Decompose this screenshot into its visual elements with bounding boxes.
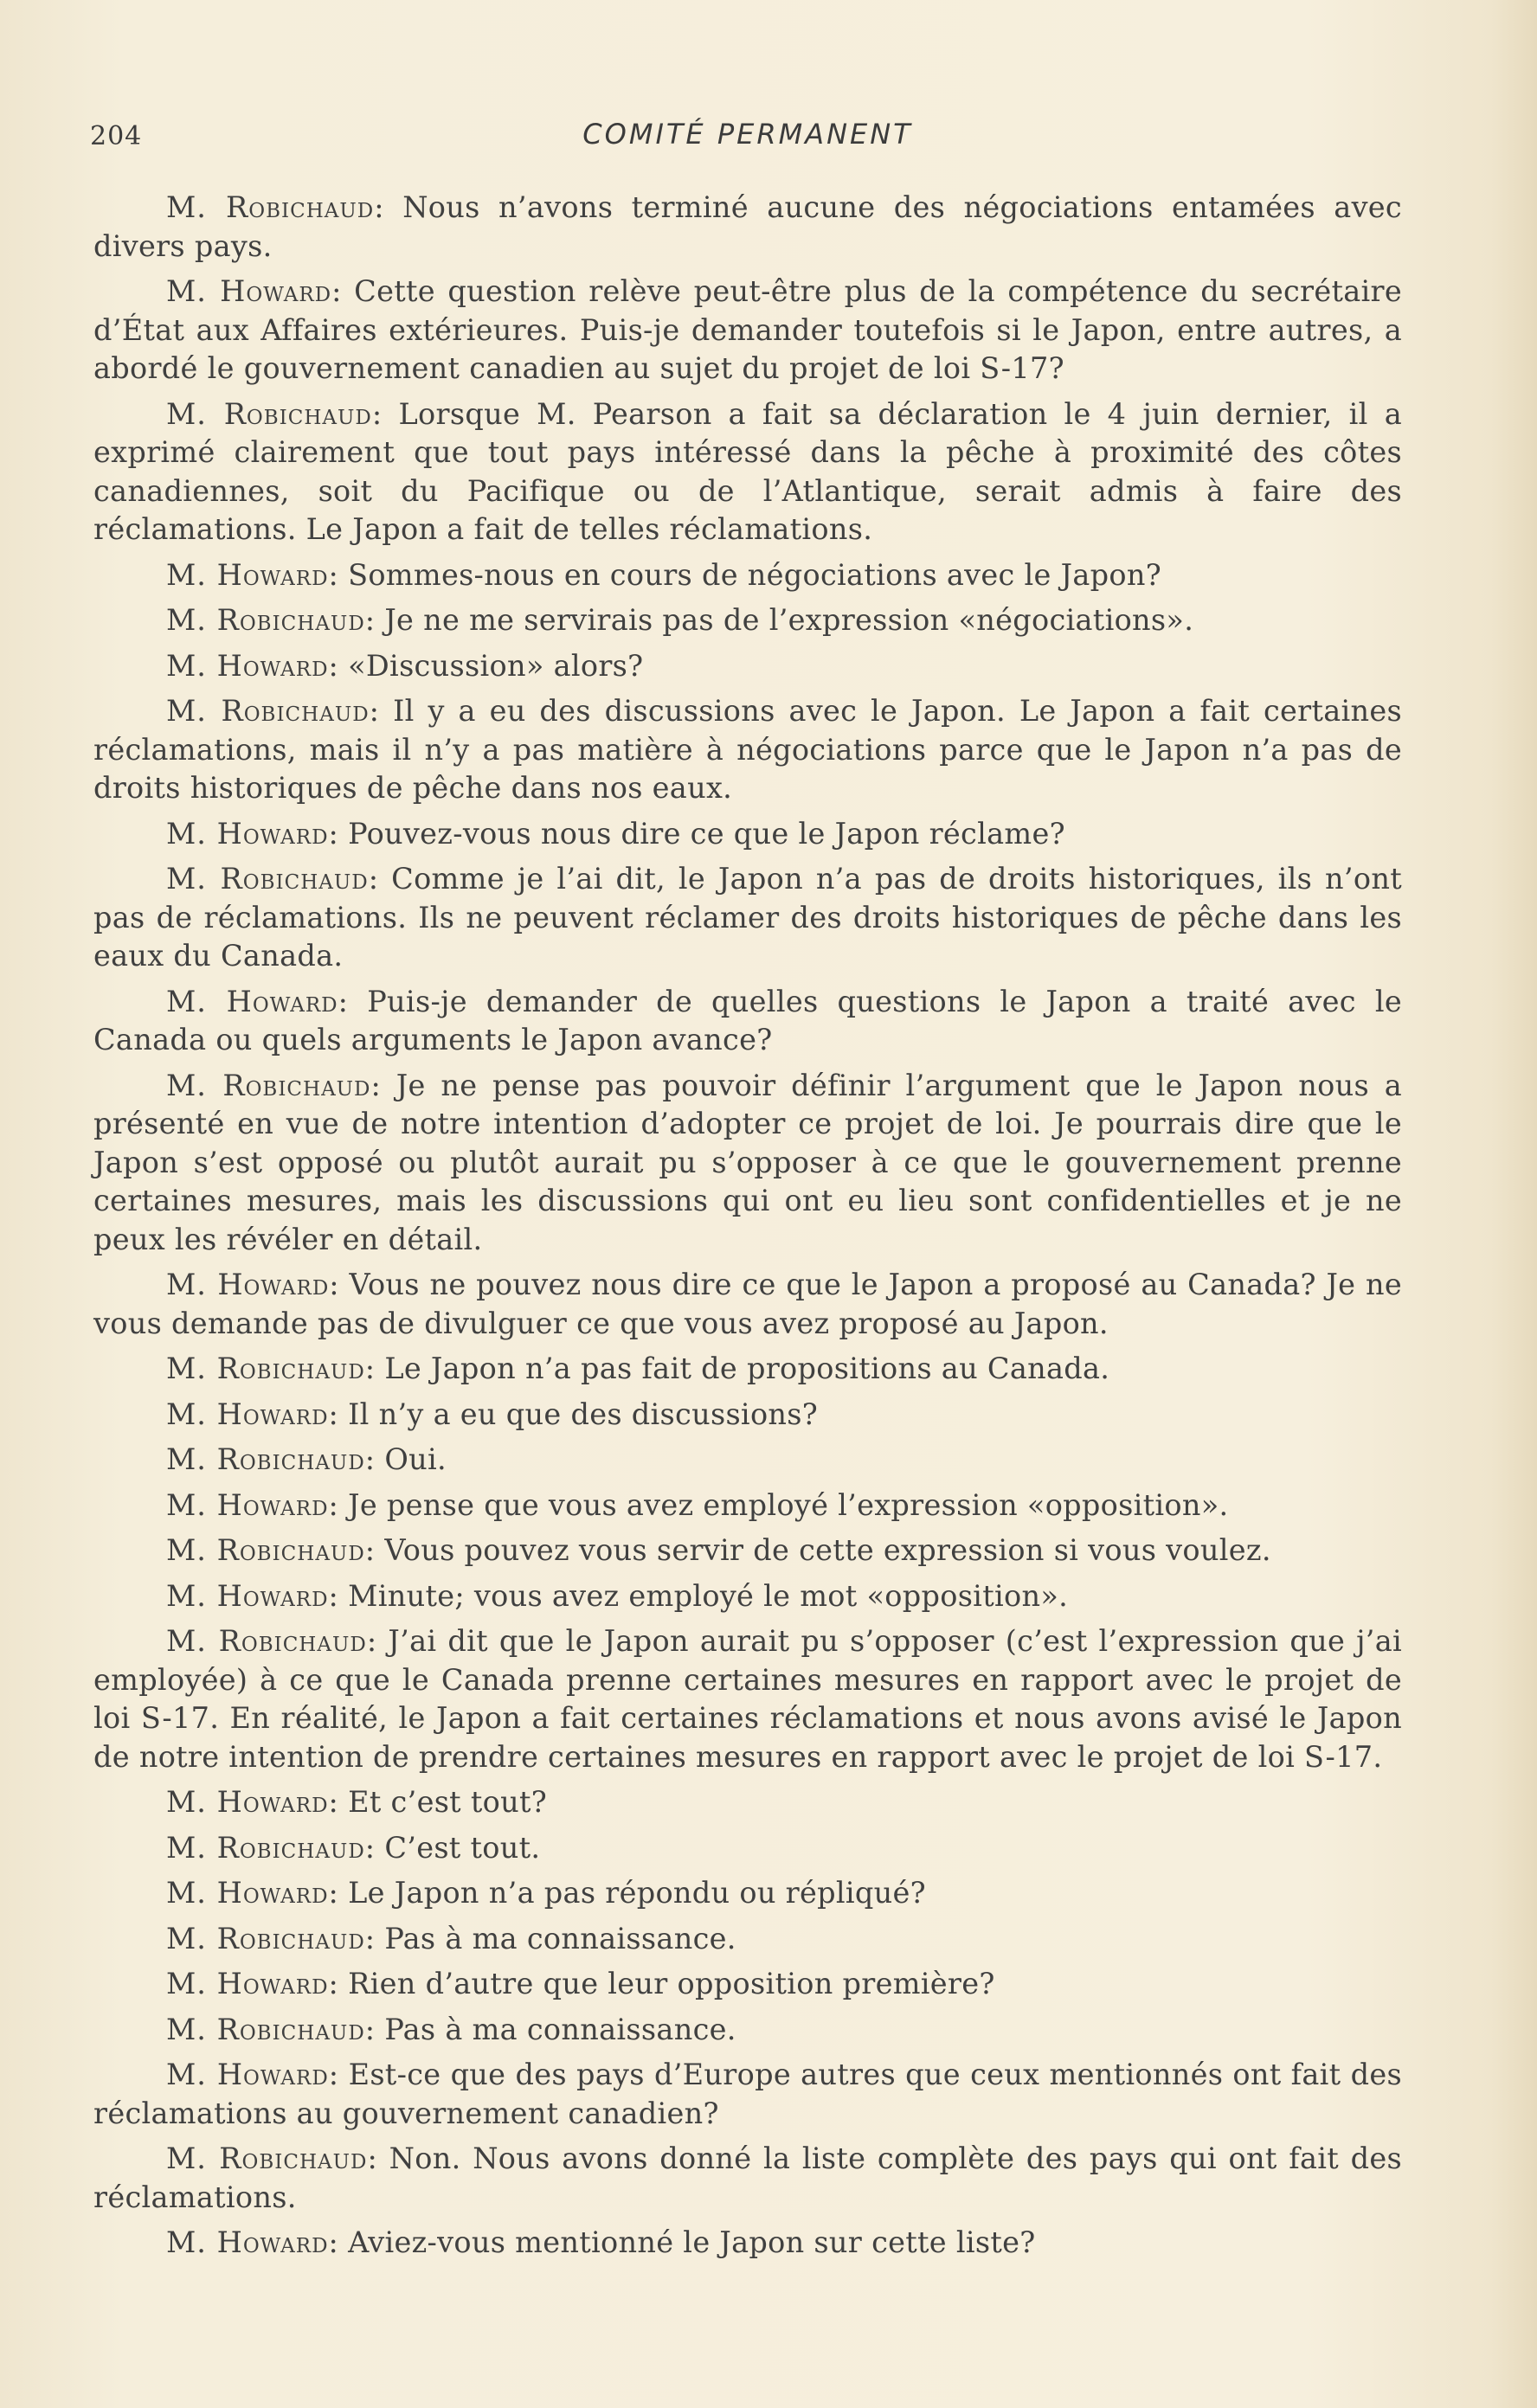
- transcript-paragraph: M. Howard: Il n’y a eu que des discussions?: [166, 1397, 819, 1431]
- transcript-body: [93, 189, 1402, 2270]
- speech-text: Est-ce que des pays d’Europe autres que ceux mentionnés ont fait des réclamations au gouvernement canadien?: [93, 2058, 1402, 2130]
- transcript-paragraph: M. Robichaud: J’ai dit que le Japon aurait pu s’opposer (c’est l’expression que j’ai employée) à ce que le Canada prenne certaines mesures en rapport avec le projet de loi S-17. En réalité, le Japon a fait certaines réclamations et nous avons avisé le Japon de notre intention de prendre certaines mesures en rapport avec le projet de loi S-17.: [93, 1624, 1402, 1774]
- speaker-name: M. Howard: [166, 1268, 330, 1301]
- speaker-name: M. Howard: [166, 2058, 329, 2091]
- speech-text: Pas à ma connaissance.: [384, 2012, 736, 2046]
- speaker-name: M. Howard: [166, 1876, 329, 1910]
- speech-text: Je pense que vous avez employé l’expression «opposition».: [348, 1487, 1229, 1522]
- speaker-name: M. Howard: [166, 1578, 329, 1613]
- transcript-paragraph: M. Robichaud: C’est tout.: [166, 1830, 541, 1865]
- speaker-name: M. Robichaud: [166, 190, 375, 224]
- transcript-paragraph: M. Robichaud: Pas à ma connaissance.: [166, 1921, 736, 1955]
- speaker-name: M. Robichaud: [166, 2012, 365, 2046]
- speaker-name: M. Howard: [166, 1397, 329, 1431]
- transcript-paragraph: M. Robichaud: Non. Nous avons donné la liste complète des pays qui ont fait des réclamations.: [93, 2142, 1402, 2214]
- speaker-name: M. Howard: [166, 1967, 329, 2000]
- speaker-name: M. Robichaud: [166, 1442, 365, 1476]
- speaker-name: M. Howard: [166, 648, 329, 683]
- speech-text: Sommes-nous en cours de négociations avec le Japon?: [348, 557, 1161, 592]
- speaker-name: M. Robichaud: [166, 1068, 371, 1102]
- transcript-paragraph: M. Robichaud: Le Japon n’a pas fait de propositions au Canada.: [166, 1352, 1110, 1385]
- speech-text: Et c’est tout?: [348, 1785, 548, 1819]
- transcript-paragraph: M. Robichaud: Vous pouvez vous servir de cette expression si vous voulez.: [166, 1533, 1271, 1567]
- transcript-paragraph: M. Robichaud: Oui.: [166, 1442, 447, 1476]
- speaker-name: M. Howard: [166, 984, 338, 1018]
- speaker-name: M. Robichaud: [166, 1624, 367, 1658]
- speech-text: Oui.: [384, 1442, 447, 1476]
- speaker-name: M. Robichaud: [166, 2142, 368, 2175]
- speaker-name: M. Howard: [166, 1487, 329, 1522]
- transcript-paragraph: M. Howard: Sommes-nous en cours de négociations avec le Japon?: [166, 557, 1161, 592]
- transcript-paragraph: M. Howard: Est-ce que des pays d’Europe autres que ceux mentionnés ont fait des réclamations au gouvernement canadien?: [93, 2058, 1402, 2130]
- speech-text: Il n’y a eu que des discussions?: [348, 1397, 819, 1431]
- transcript-paragraph: M. Howard: Vous ne pouvez nous dire ce que le Japon a proposé au Canada? Je ne vous demande pas de divulguer ce que vous avez proposé au Japon.: [93, 1268, 1402, 1340]
- page-number: 204: [90, 121, 143, 151]
- transcript-paragraph: M. Robichaud: Je ne pense pas pouvoir définir l’argument que le Japon nous a présenté en vue de notre intention d’adopter ce projet de loi. Je pourrais dire que le Japon s’est opposé ou plutôt aurait pu s’opposer à ce que le gouvernement prenne certaines mesures, mais les discussions qui ont eu lieu sont confidentielles et je ne peux les révéler en détail.: [93, 1068, 1402, 1256]
- speech-text: Aviez-vous mentionné le Japon sur cette liste?: [348, 2225, 1036, 2259]
- transcript-paragraph: M. Robichaud: Je ne me servirais pas de l’expression «négociations».: [166, 603, 1194, 637]
- speech-text: Non. Nous avons donné la liste complète des pays qui ont fait des réclamations.: [93, 2142, 1402, 2214]
- speech-text: Je ne me servirais pas de l’expression «négociations».: [384, 603, 1194, 637]
- speaker-name: M. Robichaud: [166, 694, 370, 728]
- transcript-paragraph: M. Howard: Aviez-vous mentionné le Japon sur cette liste?: [166, 2225, 1036, 2259]
- speech-text: Lorsque M. Pearson a fait sa déclaration le 4 juin dernier, il a exprimé clairement que tout pays intéressé dans la pêche à proximité des côtes canadiennes, soit du Pacifique ou de l’Atlantique, serait admis à faire des réclamations. Le Japon a fait de telles réclamations.: [93, 396, 1402, 546]
- speech-text: Minute; vous avez employé le mot «opposition».: [348, 1578, 1069, 1613]
- speaker-name: M. Robichaud: [166, 862, 369, 896]
- speaker-name: M. Howard: [166, 1785, 329, 1819]
- transcript-paragraph: M. Howard: Et c’est tout?: [166, 1785, 548, 1819]
- transcript-paragraph: M. Robichaud: Nous n’avons terminé aucune des négociations entamées avec divers pays.: [93, 190, 1402, 263]
- transcript-paragraph: M. Howard: «Discussion» alors?: [166, 648, 644, 683]
- speech-text: Le Japon n’a pas fait de propositions au Canada.: [384, 1352, 1110, 1385]
- speaker-name: M. Robichaud: [166, 603, 365, 637]
- speech-text: «Discussion» alors?: [348, 648, 644, 683]
- speech-text: Comme je l’ai dit, le Japon n’a pas de droits historiques, ils n’ont pas de réclamations. Ils ne peuvent réclamer des droits historiques de pêche dans les eaux du Canada.: [93, 862, 1402, 973]
- speech-text: C’est tout.: [384, 1830, 541, 1865]
- transcript-paragraph: M. Howard: Je pense que vous avez employé l’expression «opposition».: [166, 1487, 1229, 1522]
- speech-text: Vous ne pouvez nous dire ce que le Japon a proposé au Canada? Je ne vous demande pas de divulguer ce que vous avez proposé au Japon.: [93, 1268, 1402, 1340]
- speaker-name: M. Howard: [166, 557, 329, 592]
- transcript-paragraph: M. Howard: Rien d’autre que leur opposition première?: [166, 1967, 995, 2000]
- speech-text: Pouvez-vous nous dire ce que le Japon réclame?: [348, 816, 1065, 851]
- transcript-paragraph: M. Howard: Puis-je demander de quelles questions le Japon a traité avec le Canada ou quels arguments le Japon avance?: [93, 984, 1402, 1056]
- speaker-name: M. Robichaud: [166, 1533, 365, 1567]
- transcript-paragraph: M. Robichaud: Lorsque M. Pearson a fait sa déclaration le 4 juin dernier, il a exprimé clairement que tout pays intéressé dans la pêche à proximité des côtes canadiennes, soit du Pacifique ou de l’Atlantique, serait admis à faire des réclamations. Le Japon a fait de telles réclamations.: [93, 396, 1402, 546]
- speaker-name: M. Robichaud: [166, 1830, 365, 1865]
- speaker-name: M. Robichaud: [166, 1921, 365, 1955]
- speech-text: Vous pouvez vous servir de cette expression si vous voulez.: [384, 1533, 1271, 1567]
- speaker-name: M. Howard: [166, 274, 332, 308]
- speech-text: Le Japon n’a pas répondu ou répliqué?: [348, 1876, 926, 1910]
- speaker-name: M. Howard: [166, 2225, 329, 2259]
- speech-text: Pas à ma connaissance.: [384, 1921, 736, 1955]
- speech-text: Puis-je demander de quelles questions le Japon a traité avec le Canada ou quels arguments le Japon avance?: [93, 984, 1402, 1056]
- transcript-paragraph: M. Howard: Minute; vous avez employé le mot «opposition».: [166, 1578, 1069, 1613]
- transcript-paragraph: M. Howard: Cette question relève peut-être plus de la compétence du secrétaire d’État aux Affaires extérieures. Puis-je demander toutefois si le Japon, entre autres, a abordé le gouvernement canadien au sujet du projet de loi S-17?: [93, 274, 1402, 385]
- speaker-name: M. Robichaud: [166, 1352, 365, 1385]
- transcript-paragraph: M. Howard: Pouvez-vous nous dire ce que le Japon réclame?: [166, 816, 1065, 851]
- speech-text: Je ne pense pas pouvoir définir l’argument que le Japon nous a présenté en vue de notre intention d’adopter ce projet de loi. Je pourrais dire que le Japon s’est opposé ou plutôt aurait pu s’opposer à ce que le gouvernement prenne certaines mesures, mais les discussions qui ont eu lieu sont confidentielles et je ne peux les révéler en détail.: [93, 1068, 1402, 1256]
- speech-text: Nous n’avons terminé aucune des négociations entamées avec divers pays.: [93, 190, 1402, 263]
- speech-text: Il y a eu des discussions avec le Japon. Le Japon a fait certaines réclamations, mais il n’y a pas matière à négociations parce que le Japon n’a pas de droits historiques de pêche dans nos eaux.: [93, 694, 1402, 805]
- speech-text: J’ai dit que le Japon aurait pu s’opposer (c’est l’expression que j’ai employée) à ce que le Canada prenne certaines mesures en rapport avec le projet de loi S-17. En réalité, le Japon a fait certaines réclamations et nous avons avisé le Japon de notre intention de prendre certaines mesures en rapport avec le projet de loi S-17.: [93, 1624, 1402, 1774]
- transcript-paragraph: M. Howard: Le Japon n’a pas répondu ou répliqué?: [166, 1876, 926, 1910]
- transcript-paragraph: M. Robichaud: Il y a eu des discussions avec le Japon. Le Japon a fait certaines réclamations, mais il n’y a pas matière à négociations parce que le Japon n’a pas de droits historiques de pêche dans nos eaux.: [93, 694, 1402, 805]
- speaker-name: M. Howard: [166, 816, 329, 851]
- page-header: [90, 114, 1405, 157]
- transcript-paragraph: M. Robichaud: Comme je l’ai dit, le Japon n’a pas de droits historiques, ils n’ont pas de réclamations. Ils ne peuvent réclamer des droits historiques de pêche dans les eaux du Canada.: [93, 862, 1402, 973]
- speaker-name: M. Robichaud: [166, 396, 372, 431]
- transcript-paragraph: M. Robichaud: Pas à ma connaissance.: [166, 2012, 736, 2046]
- speech-text: Rien d’autre que leur opposition première?: [348, 1967, 995, 2000]
- running-title: COMITÉ PERMANENT: [582, 118, 913, 151]
- speech-text: Cette question relève peut-être plus de la compétence du secrétaire d’État aux Affaires extérieures. Puis-je demander toutefois si le Japon, entre autres, a abordé le gouvernement canadien au sujet du projet de loi S-17?: [93, 274, 1402, 385]
